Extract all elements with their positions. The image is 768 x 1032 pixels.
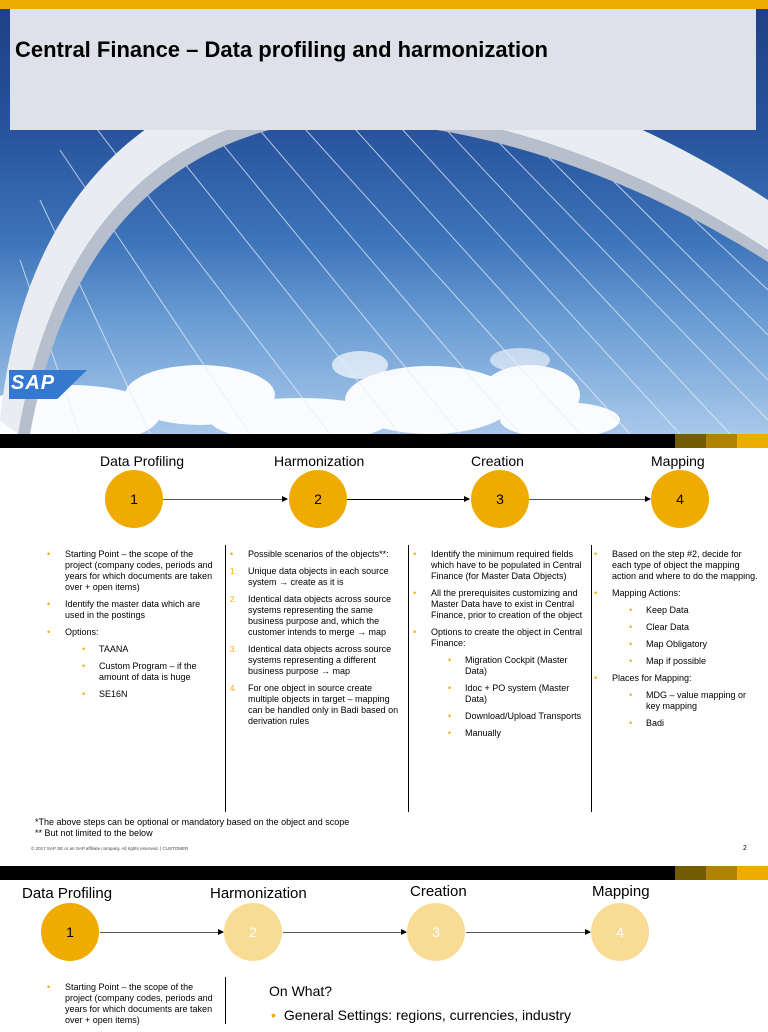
column-divider [591,545,592,812]
bullet-item: • Possible scenarios of the objects**: [248,549,404,560]
page-number: 2 [743,845,747,852]
bullet-item: • Places for Mapping: [612,673,758,684]
slide-divider-band [0,866,768,880]
step-circle-4: 4 [591,903,649,961]
sub-bullet-item: • Download/Upload Transports [465,711,587,722]
sub-bullet-item: • Map if possible [646,656,758,667]
accent-top-bar [0,0,768,9]
step-circle-3: 3 [471,470,529,528]
general-settings-bullet: • General Settings: regions, currencies, industry [271,1007,572,1023]
step-arrow [100,932,223,933]
data-profiling-column [65,982,220,1032]
step-circle-1: 1 [41,903,99,961]
sub-bullet-item: • TAANA [99,644,220,655]
copyright-footer: © 2017 SAP SE or an SAP affiliate company. All rights reserved. | CUSTOMER [31,846,189,851]
numbered-item: 3. Identical data objects across source systems representing a different business purpose → map [230,644,392,676]
step-circle-4: 4 [651,470,709,528]
bullet-item: • Identify the master data which are used in the postings [65,599,220,621]
bullet-item: • Identify the minimum required fields which have to be populated in Central Finance (for Master Data Objects) [431,549,587,582]
step-arrow [466,932,590,933]
step-label-harmonization: Harmonization [274,453,365,469]
step-label-data-profiling: Data Profiling [22,885,113,902]
title-slide [0,0,768,434]
step-label-mapping: Mapping [651,453,705,469]
column-divider [225,545,226,812]
sub-bullet-item: • Manually [465,728,587,739]
step-circle-2: 2 [224,903,282,961]
slide-title: Central Finance – Data profiling and harmonization [15,37,548,62]
bullet-item: • Options: [65,627,220,638]
footnotes [35,817,349,839]
slide-divider-band [0,434,768,448]
sub-bullet-item: • Migration Cockpit (Master Data) [465,655,587,677]
data-profiling-column [65,549,220,706]
footnote-1: *The above steps can be optional or mandatory based on the object and scope [35,817,350,827]
sub-bullet-item: • MDG – value mapping or key mapping [646,690,758,712]
column-divider [225,977,226,1024]
harmonization-column [230,549,404,733]
step-arrow [283,932,406,933]
numbered-item: 4. For one object in source create multiple objects in target – mapping can be handled only in Badi based on derivation rules [230,683,399,726]
step-label-harmonization: Harmonization [210,885,307,902]
numbered-item: 1. Unique data objects in each source system → create as it is [230,566,389,587]
step-label-mapping: Mapping [592,883,650,900]
step-arrow [529,499,650,500]
sub-bullet-item: • Badi [646,718,758,729]
step-circle-1: 1 [105,470,163,528]
sub-bullet-item: • Custom Program – if the amount of data is huge [99,661,220,683]
sap-logo: SAP [9,370,87,399]
mapping-column [612,549,758,735]
sub-bullet-item: • Map Obligatory [646,639,758,650]
numbered-item: 2. Identical data objects across source systems representing the same business purpose and, which the customer intends to merge → map [230,594,392,637]
sub-bullet-item: • Idoc + PO system (Master Data) [465,683,587,705]
step-label-data-profiling: Data Profiling [100,453,185,469]
sub-bullet-item: • SE16N [99,689,220,700]
step-arrow [163,499,287,500]
footnote-2: ** But not limited to the below [35,828,153,838]
on-what-heading: On What? [269,983,333,999]
step-arrow [347,499,469,500]
bullet-item: • Mapping Actions: [612,588,758,599]
bullet-item: • Options to create the object in Central Finance: [431,627,587,649]
bullet-item: • Based on the step #2, decide for each type of object the mapping action and where to do the mapping. [612,549,758,582]
step-label-creation: Creation [471,453,524,469]
step-circle-2: 2 [289,470,347,528]
bullet-item: • All the prerequisites customizing and Master Data have to exist in Central Finance, prior to creation of the object [431,588,587,621]
sub-bullet-item: • Keep Data [646,605,758,616]
bullet-item: • Starting Point – the scope of the project (company codes, periods and years for which documents are taken over + open items) [65,549,220,593]
creation-column [431,549,587,745]
step-label-creation: Creation [410,883,467,900]
bullet-item: • Starting Point – the scope of the project (company codes, periods and years for which documents are taken over + open items) [65,982,220,1026]
sub-bullet-item: • Clear Data [646,622,758,633]
column-divider [408,545,409,812]
step-circle-3: 3 [407,903,465,961]
title-box [10,9,756,130]
